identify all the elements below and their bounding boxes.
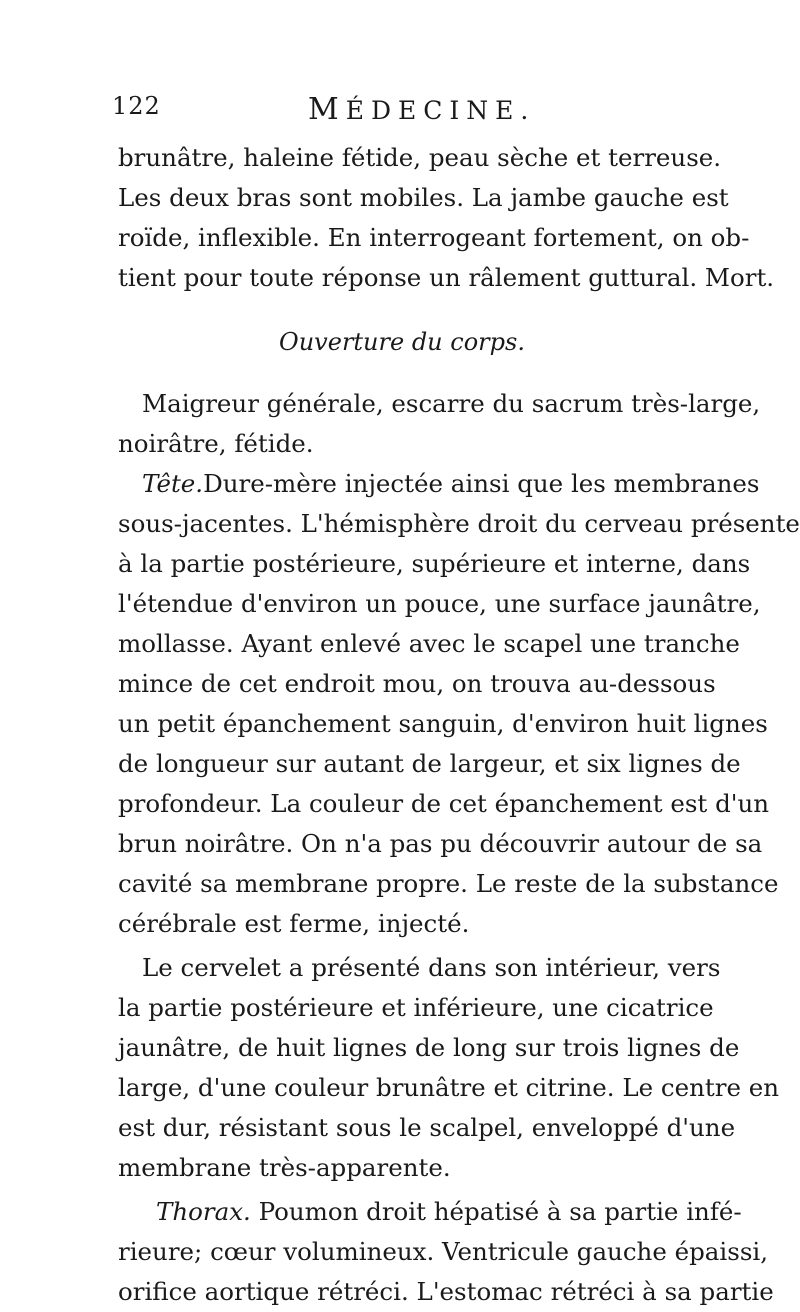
text-line: cavité sa membrane propre. Le reste de la substance — [118, 869, 779, 898]
text-line: large, d'une couleur brunâtre et citrine. Le centre en — [118, 1073, 780, 1102]
running-head-initial: M — [308, 92, 346, 127]
running-head — [308, 92, 535, 127]
text-line: roïde, inflexible. En interrogeant fortement, on ob- — [118, 223, 750, 252]
text-line: Les deux bras sont mobiles. La jambe gauche est — [118, 183, 729, 212]
text-line: noirâtre, fétide. — [118, 429, 314, 458]
text-line: tient pour toute réponse un râlement guttural. Mort. — [118, 263, 775, 292]
text-line: brun noirâtre. On n'a pas pu découvrir autour de sa — [118, 829, 763, 858]
paragraph-thorax — [118, 1192, 774, 1312]
running-head-rest: ÉDECINE. — [345, 96, 536, 125]
text-line: Le cervelet a présenté dans son intérieur, vers — [142, 953, 721, 982]
text-line — [118, 1192, 742, 1232]
text-line: jaunâtre, de huit lignes de long sur trois lignes de — [118, 1033, 740, 1062]
body-text — [118, 138, 800, 1312]
text-line: l'étendue d'environ un pouce, une surface jaunâtre, — [118, 589, 761, 618]
paragraph-lead-tete: Tête. — [142, 469, 204, 498]
paragraph-lead-thorax: Thorax. — [156, 1197, 251, 1226]
text-line: un petit épanchement sanguin, d'environ huit lignes — [118, 709, 768, 738]
text-line: la partie postérieure et inférieure, une cicatrice — [118, 993, 714, 1022]
paragraph-general — [118, 384, 761, 464]
text-line: rieure; cœur volumineux. Ventricule gauche épaissi, — [118, 1237, 769, 1266]
text-line-content: Poumon droit hépatisé à sa partie infé- — [258, 1197, 742, 1226]
text-line: cérébrale est ferme, injecté. — [118, 909, 470, 938]
text-line: de longueur sur autant de largeur, et six lignes de — [118, 749, 741, 778]
text-line: est dur, résistant sous le scalpel, enveloppé d'une — [118, 1113, 736, 1142]
section-title: Ouverture du corps. — [279, 328, 525, 356]
page-header — [112, 92, 692, 126]
page-number: 122 — [112, 92, 161, 120]
text-line: Maigreur générale, escarre du sacrum très-large, — [142, 389, 761, 418]
text-line: membrane très-apparente. — [118, 1153, 451, 1182]
text-line: mollasse. Ayant enlevé avec le scapel une tranche — [118, 629, 740, 658]
opening-paragraph — [118, 138, 775, 298]
paragraph-cerebellum — [118, 948, 780, 1188]
text-line: brunâtre, haleine fétide, peau sèche et terreuse. — [118, 143, 722, 172]
text-line — [118, 464, 760, 504]
text-line: profondeur. La couleur de cet épanchement est d'un — [118, 789, 770, 818]
paragraph-head — [118, 464, 800, 944]
text-line: mince de cet endroit mou, on trouva au-dessous — [118, 669, 716, 698]
text-line: sous-jacentes. L'hémisphère droit du cerveau présente — [118, 509, 800, 538]
text-line: orifice aortique rétréci. L'estomac rétréci à sa partie — [118, 1277, 774, 1306]
text-line-content: Dure-mère injectée ainsi que les membranes — [203, 469, 760, 498]
text-line: à la partie postérieure, supérieure et interne, dans — [118, 549, 751, 578]
